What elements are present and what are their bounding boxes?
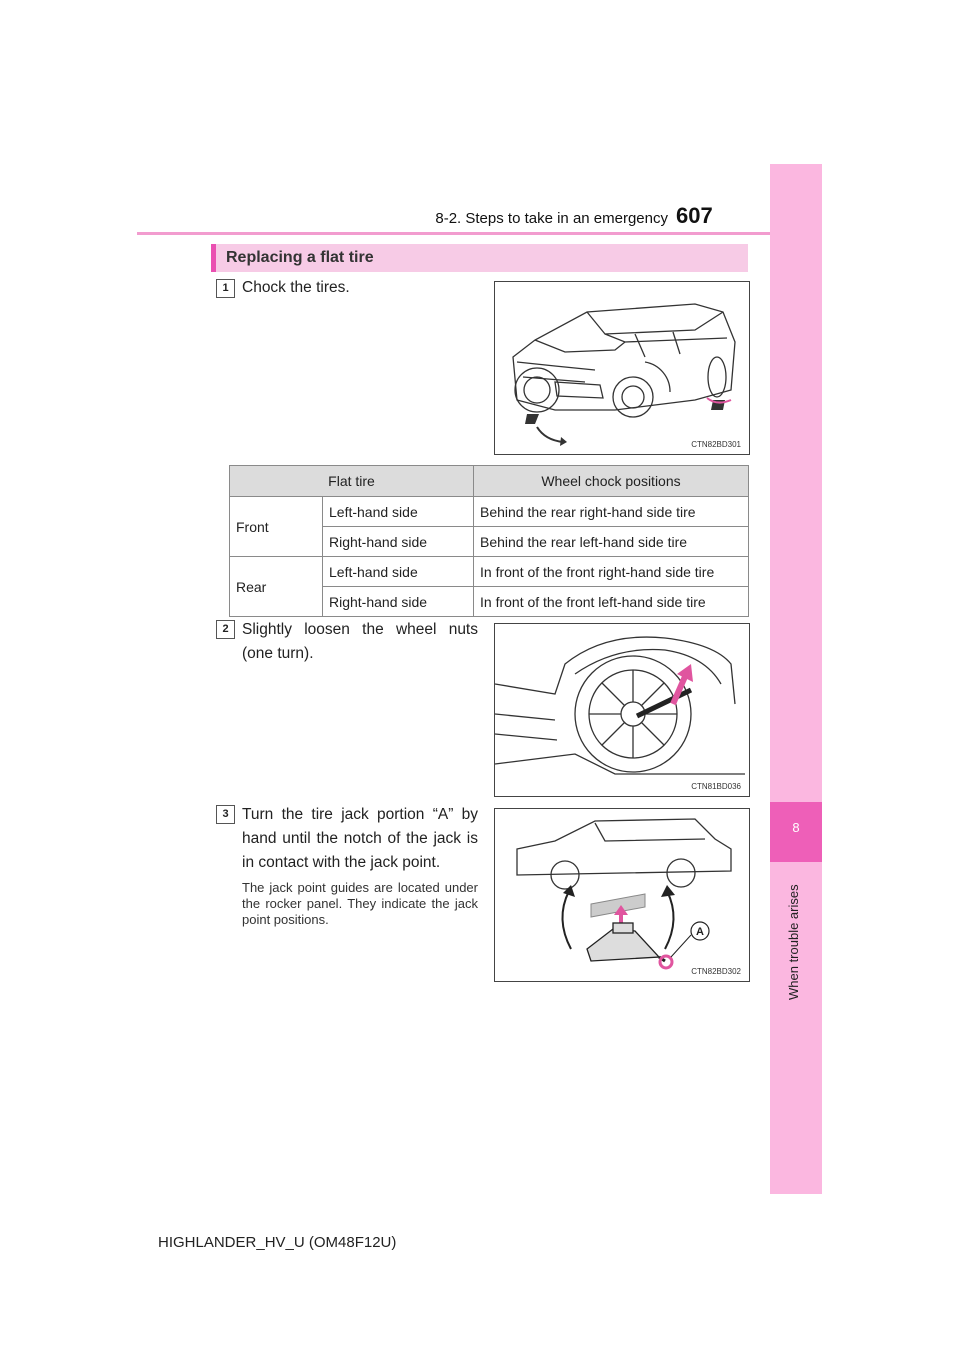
table-cell: Behind the rear left-hand side tire <box>474 527 749 557</box>
wheel-chock-table <box>229 465 749 617</box>
figure-code: CTN82BD301 <box>691 440 741 449</box>
table-cell: Behind the rear right-hand side tire <box>474 497 749 527</box>
figure-label-a: A <box>696 926 704 938</box>
header-section-title: 8-2. Steps to take in an emergency <box>435 210 668 227</box>
suv-chocked-illustration <box>495 282 749 454</box>
header-flat-tire: Flat tire <box>230 466 474 497</box>
figure-chock-tires <box>494 281 750 455</box>
table-row <box>230 497 749 527</box>
step-2-text: Slightly loosen the wheel nuts (one turn). <box>242 621 478 662</box>
table-header-row <box>230 466 749 497</box>
table-cell: Left-hand side <box>323 557 474 587</box>
table-cell: Left-hand side <box>323 497 474 527</box>
chapter-side-tab <box>770 164 822 1194</box>
figure-jack-point <box>494 808 750 982</box>
step-3-note: The jack point guides are located under the rocker panel. They indicate the jack point positions. <box>242 880 478 927</box>
header-chock-positions: Wheel chock positions <box>474 466 749 497</box>
step-number-3: 3 <box>216 805 235 824</box>
group-rear: Rear <box>230 557 323 617</box>
step-number-1: 1 <box>216 279 235 298</box>
step-3-text: Turn the tire jack portion “A” by hand until the notch of the jack is in contact with the jack point. <box>242 806 478 871</box>
table-row <box>230 557 749 587</box>
wheel-wrench-illustration <box>495 624 749 796</box>
header-divider <box>137 232 822 235</box>
figure-code: CTN81BD036 <box>691 782 741 791</box>
footer-model: HIGHLANDER_HV_U (OM48F12U) <box>158 1234 397 1251</box>
step-number-2: 2 <box>216 620 235 639</box>
table-cell: In front of the front right-hand side tire <box>474 557 749 587</box>
table-cell: Right-hand side <box>323 527 474 557</box>
table-cell: In front of the front left-hand side tire <box>474 587 749 617</box>
chapter-title: When trouble arises <box>786 884 801 1000</box>
table-cell: Right-hand side <box>323 587 474 617</box>
page-number: 607 <box>676 203 713 228</box>
chapter-number: 8 <box>792 820 800 835</box>
figure-code: CTN82BD302 <box>691 967 741 976</box>
figure-loosen-nuts <box>494 623 750 797</box>
section-heading: Replacing a flat tire <box>211 244 748 272</box>
group-front: Front <box>230 497 323 557</box>
step-1-text: Chock the tires. <box>242 279 350 296</box>
jack-illustration <box>495 809 749 981</box>
